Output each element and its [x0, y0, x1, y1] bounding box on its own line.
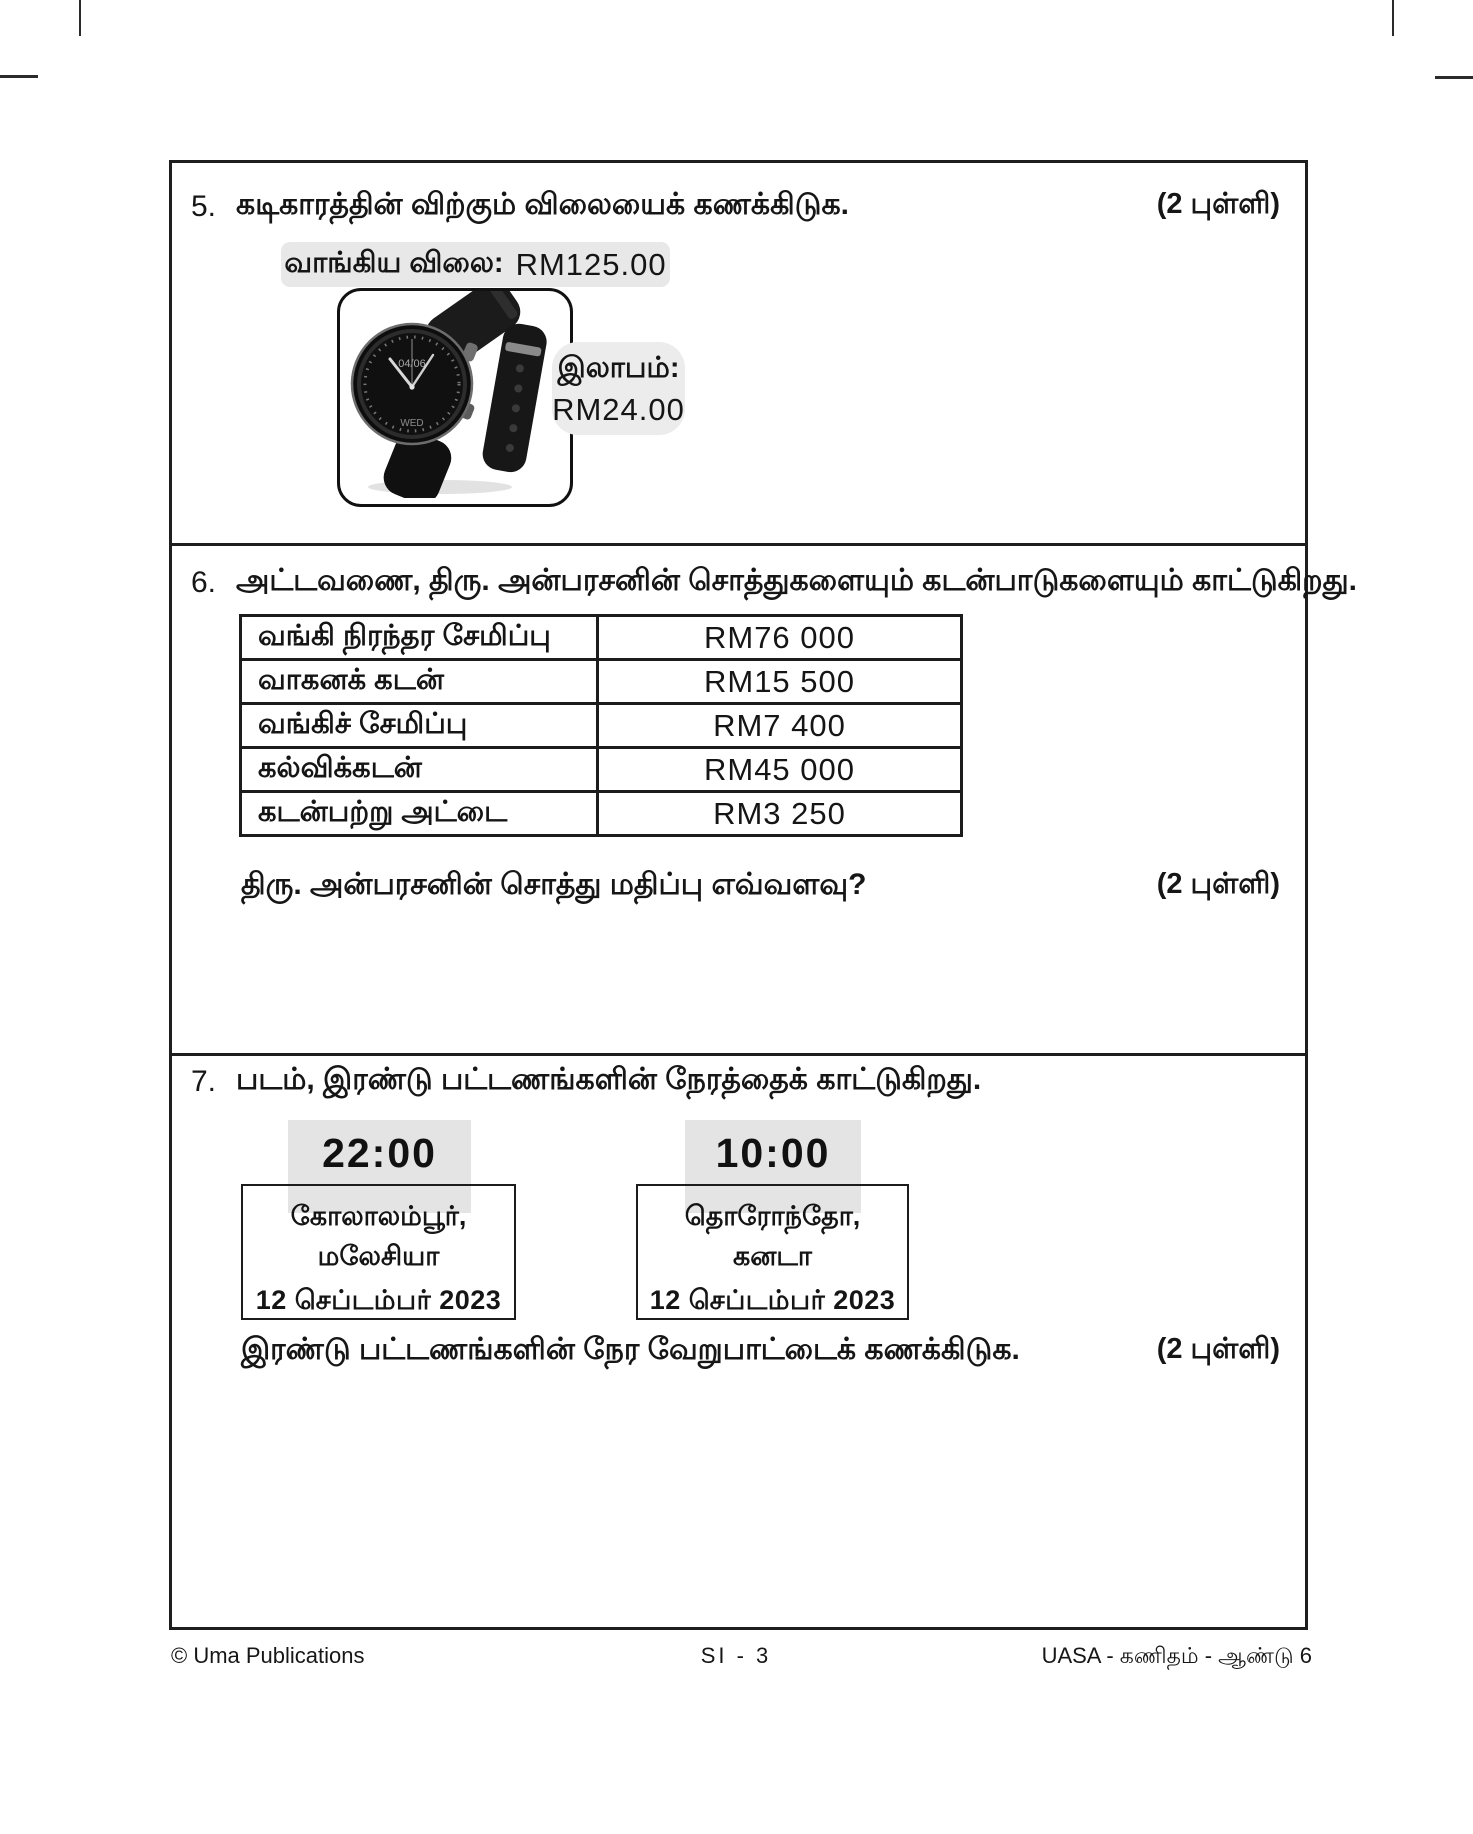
profit-label [552, 342, 685, 435]
question-5-section [169, 160, 1308, 543]
crop-mark-top-right-vertical [1392, 0, 1394, 36]
question-7-subquestion: இரண்டு பட்டணங்களின் நேர வேறுபாட்டைக் கணக்கிடுக. [241, 1333, 1020, 1366]
purchase-price-caption: வாங்கிய விலை: [284, 246, 504, 279]
assets-liabilities-table [239, 614, 963, 837]
time-value-kuala-lumpur: 22:00 [322, 1130, 437, 1176]
question-5-points: (2 புள்ளி) [1156, 188, 1280, 220]
question-5-text: கடிகாரத்தின் விற்கும் விலையைக் கணக்கிடுக. [236, 188, 849, 221]
asset-label: வங்கி நிரந்தர சேமிப்பு [241, 616, 598, 660]
city-name-line1: கோலாலம்பூர், [290, 1201, 467, 1231]
asset-label: கல்விக்கடன் [241, 748, 598, 792]
footer-page-code: SI - 3 [700, 1643, 772, 1668]
question-6-points: (2 புள்ளி) [1156, 868, 1280, 900]
city-name-line2: கனடா [732, 1241, 813, 1271]
question-6-subquestion: திரு. அன்பரசனின் சொத்து மதிப்பு எவ்வளவு? [241, 868, 867, 901]
city-name-line1: தொரோந்தோ, [684, 1201, 861, 1231]
watch-day-text: WED [400, 418, 424, 429]
asset-label: வங்கிச் சேமிப்பு [241, 704, 598, 748]
crop-mark-top-left-vertical [79, 0, 81, 36]
asset-value: RM76 000 [598, 616, 962, 660]
question-6-text: அட்டவணை, திரு. அன்பரசனின் சொத்துகளையும் கடன்பாடுகளையும் காட்டுகிறது. [236, 564, 1357, 597]
footer-publisher: © Uma Publications [171, 1643, 365, 1668]
watch-date-text: 04/06 [398, 358, 426, 370]
purchase-price-value: RM125.00 [515, 246, 667, 282]
footer-exam-title: UASA - கணிதம் - ஆண்டு 6 [1041, 1643, 1312, 1668]
asset-value: RM45 000 [598, 748, 962, 792]
smartwatch-image [340, 291, 564, 498]
question-6-section [169, 543, 1357, 1053]
table-row [241, 792, 962, 836]
profit-value: RM24.00 [552, 391, 685, 427]
asset-value: RM7 400 [598, 704, 962, 748]
profit-caption: இலாபம்: [557, 351, 680, 384]
asset-label: கடன்பற்று அட்டை [241, 792, 598, 836]
city-date: 12 செப்டம்பர் 2023 [255, 1285, 502, 1315]
question-7-text: படம், இரண்டு பட்டணங்களின் நேரத்தைக் காட்டுகிறது. [236, 1063, 982, 1096]
table-row [241, 748, 962, 792]
watch-image-frame [337, 288, 573, 507]
asset-label: வாகனக் கடன் [241, 660, 598, 704]
city-name-line2: மலேசியா [317, 1241, 440, 1271]
crop-mark-top-left-horizontal [0, 75, 38, 78]
crop-mark-top-right-horizontal [1435, 76, 1473, 79]
asset-value: RM3 250 [598, 792, 962, 836]
question-7-points: (2 புள்ளி) [1156, 1333, 1280, 1365]
table-row [241, 704, 962, 748]
table-row [241, 616, 962, 660]
city-date: 12 செப்டம்பர் 2023 [649, 1285, 896, 1315]
question-7-number: 7. [191, 1065, 217, 1098]
question-7-section [169, 1053, 1308, 1630]
purchase-price-label [281, 242, 670, 287]
question-5-number: 5. [191, 190, 217, 223]
asset-value: RM15 500 [598, 660, 962, 704]
city-box-kuala-lumpur [241, 1184, 516, 1320]
table-row [241, 660, 962, 704]
question-6-number: 6. [191, 566, 217, 599]
time-value-toronto: 10:00 [715, 1130, 831, 1176]
city-box-toronto [636, 1184, 909, 1320]
